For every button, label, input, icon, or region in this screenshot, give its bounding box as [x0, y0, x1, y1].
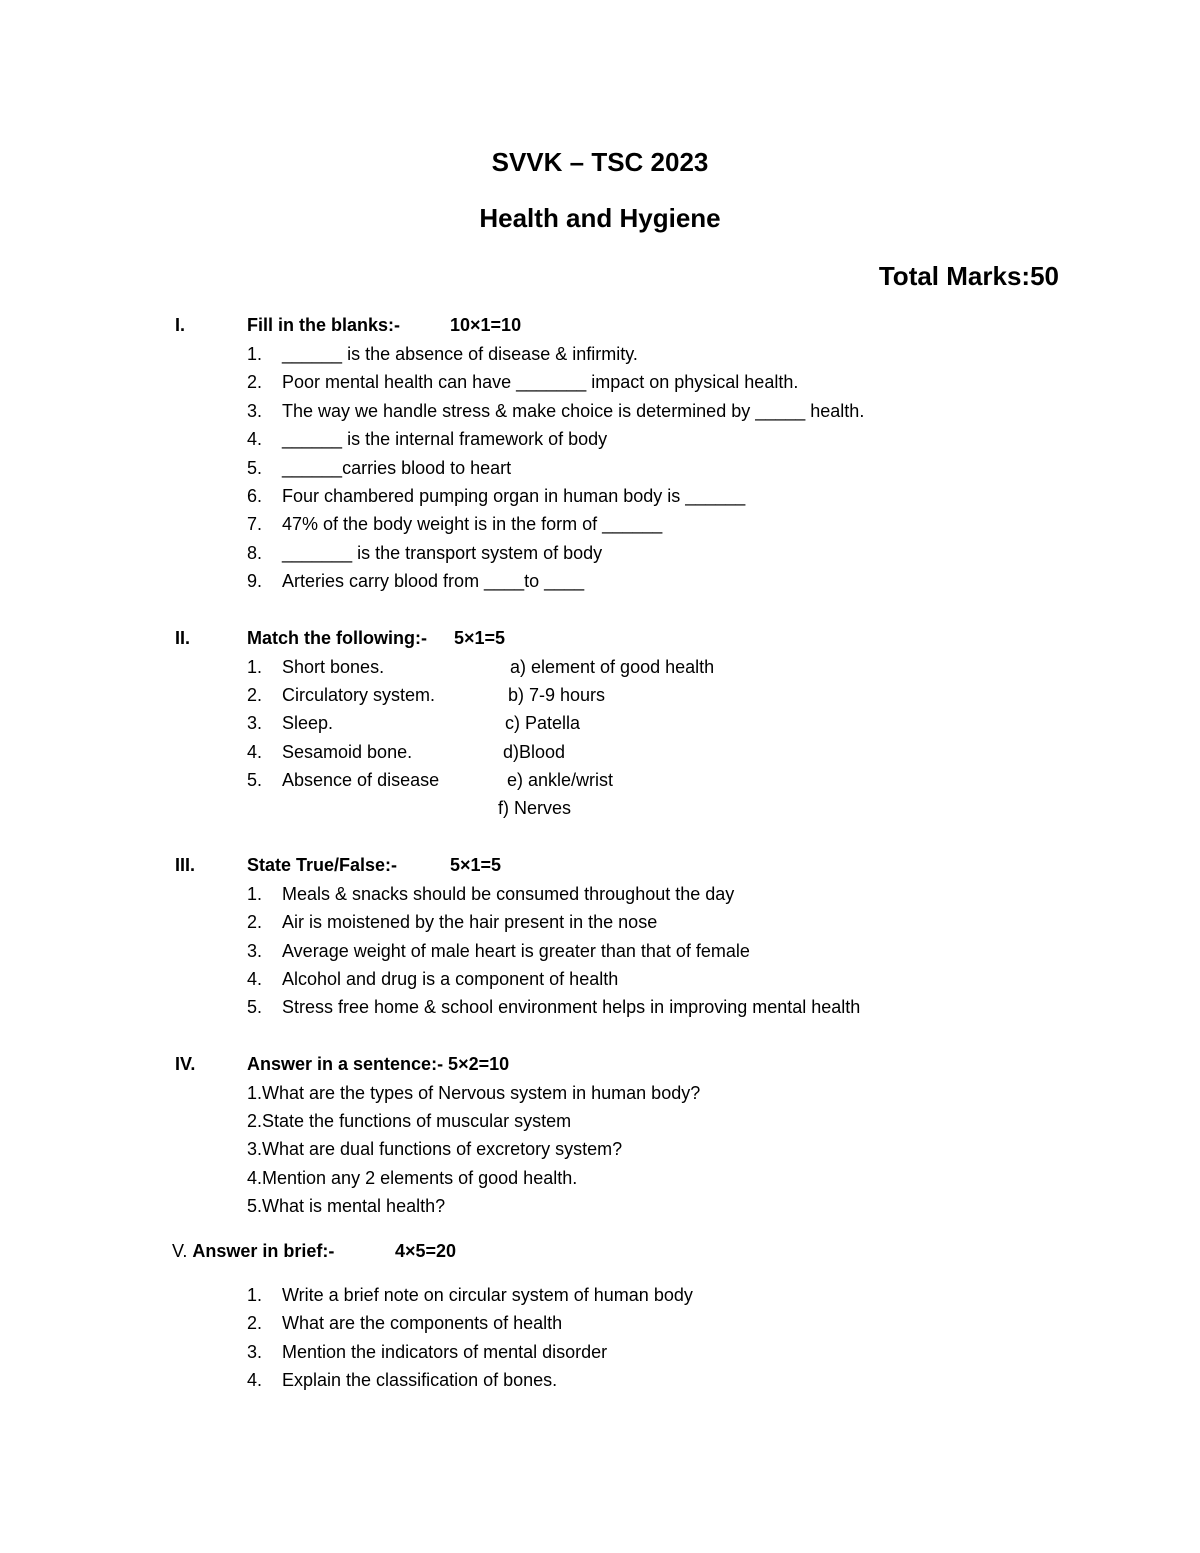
section-5-score: 4×5=20 — [395, 1241, 457, 1261]
question-item: 7. 47% of the body weight is in the form of ______ — [247, 514, 663, 534]
section-2-score: 5×1=5 — [454, 628, 506, 648]
question-item: 3.What are dual functions of excretory system? — [247, 1139, 623, 1159]
match-right-option: c) Patella — [505, 713, 581, 733]
match-left-item: 5. Absence of disease — [247, 770, 440, 790]
match-right-option: b) 7-9 hours — [508, 685, 606, 705]
section-2-number: II. — [175, 628, 191, 648]
match-right-option: d)Blood — [503, 742, 566, 762]
question-item: 2. Air is moistened by the hair present in the nose — [247, 912, 658, 932]
question-item: 5.What is mental health? — [247, 1196, 446, 1216]
question-item: 4. ______ is the internal framework of body — [247, 429, 608, 449]
total-marks: Total Marks:50 — [878, 261, 1059, 291]
section-4-number: IV. — [175, 1054, 196, 1074]
question-item: 3. The way we handle stress & make choice is determined by _____ health. — [247, 401, 865, 421]
question-item: 2. What are the components of health — [247, 1313, 563, 1333]
question-item: 1.What are the types of Nervous system in human body? — [247, 1083, 701, 1103]
section-5-heading-row — [172, 1241, 334, 1262]
question-item: 8. _______ is the transport system of body — [247, 543, 603, 563]
question-item: 4.Mention any 2 elements of good health. — [247, 1168, 578, 1188]
question-item: 3. Mention the indicators of mental disorder — [247, 1342, 608, 1362]
match-left-item: 2. Circulatory system. — [247, 685, 436, 705]
question-item: 4. Alcohol and drug is a component of health — [247, 969, 619, 989]
question-item: 4. Explain the classification of bones. — [247, 1370, 558, 1390]
section-5-heading: Answer in brief:- — [192, 1241, 335, 1261]
section-3-score: 5×1=5 — [450, 855, 502, 875]
match-right-option: a) element of good health — [510, 657, 715, 677]
match-left-item: 4. Sesamoid bone. — [247, 742, 413, 762]
exam-title: SVVK – TSC 2023 — [491, 147, 709, 177]
match-right-option: e) ankle/wrist — [507, 770, 614, 790]
question-item: 5. Stress free home & school environment helps in improving mental health — [247, 997, 861, 1017]
question-item: 5. ______carries blood to heart — [247, 458, 512, 478]
section-1-heading: Fill in the blanks:- — [247, 315, 401, 335]
question-item: 2. Poor mental health can have _______ impact on physical health. — [247, 372, 799, 392]
match-left-item: 3. Sleep. — [247, 713, 334, 733]
section-4-heading: Answer in a sentence:- 5×2=10 — [247, 1054, 510, 1074]
section-1-number: I. — [175, 315, 186, 335]
question-item: 9. Arteries carry blood from ____to ____ — [247, 571, 585, 591]
section-2-heading: Match the following:- — [247, 628, 427, 648]
match-left-item: 1. Short bones. — [247, 657, 385, 677]
question-item: 1. Write a brief note on circular system of human body — [247, 1285, 693, 1305]
match-right-option: f) Nerves — [498, 798, 572, 818]
section-1-score: 10×1=10 — [450, 315, 522, 335]
question-item: 3. Average weight of male heart is greater than that of female — [247, 941, 750, 961]
question-item: 1. Meals & snacks should be consumed throughout the day — [247, 884, 735, 904]
section-5-number: V. — [172, 1241, 188, 1261]
exam-subject: Health and Hygiene — [479, 203, 721, 233]
question-item: 1. ______ is the absence of disease & infirmity. — [247, 344, 638, 364]
question-item: 6. Four chambered pumping organ in human body is ______ — [247, 486, 746, 506]
question-item: 2.State the functions of muscular system — [247, 1111, 572, 1131]
section-3-number: III. — [175, 855, 196, 875]
section-3-heading: State True/False:- — [247, 855, 398, 875]
